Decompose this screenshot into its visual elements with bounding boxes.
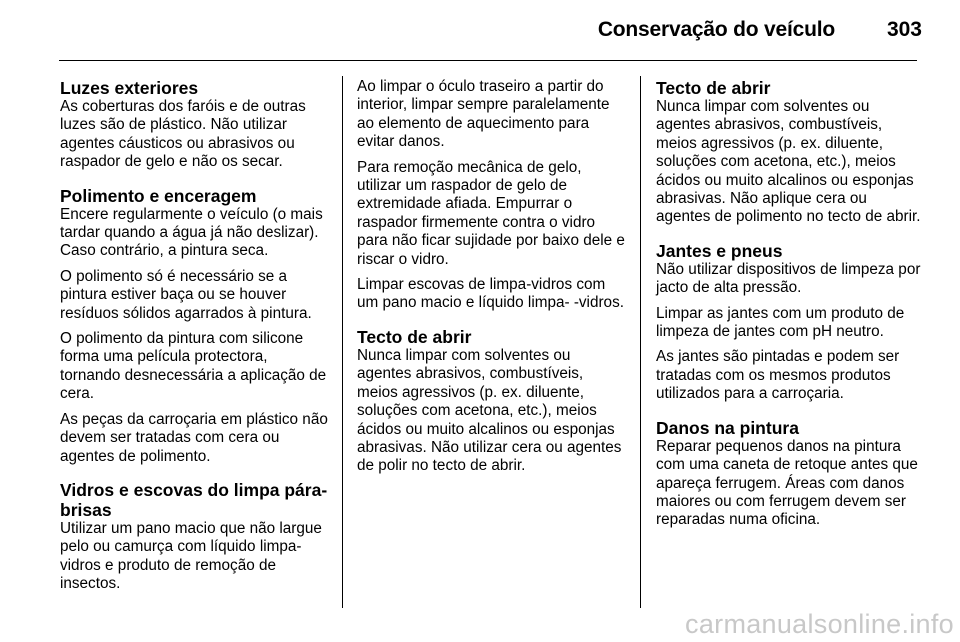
paragraph: As coberturas dos faróis e de outras luzes são de plástico. Não utilizar agentes cáusticos ou abrasivos ou raspador de gelo e não os secar. bbox=[60, 98, 306, 171]
column-divider bbox=[640, 76, 641, 608]
paragraph: Limpar escovas de limpa-vidros com um pano macio e líquido limpa- -vidros. bbox=[357, 276, 624, 312]
section-heading: Danos na pintura bbox=[656, 417, 799, 438]
paragraph: Nunca limpar com solventes ou agentes abrasivos, combustíveis, meios agressivos (p. ex. diluente, soluções com acetona, etc.), meios ácidos ou muito alcalinos ou esponjas abrasivas. Não utilizar cera ou agentes de polir no tecto de abrir. bbox=[357, 346, 622, 475]
paragraph: Para remoção mecânica de gelo, utilizar um raspador de gelo de extremidade afiada. Empurrar o raspador firmemente contra o vidro para não ficar sujidade por baixo dele e riscar o vidro. bbox=[357, 158, 625, 268]
header-rule bbox=[59, 60, 917, 61]
section-jantes-pneus bbox=[656, 241, 924, 404]
section-tecto-de-abrir bbox=[656, 78, 924, 227]
section-vidros-escovas bbox=[60, 480, 328, 594]
paragraph: As peças da carroçaria em plástico não devem ser tratadas com cera ou agentes de polimento. bbox=[60, 410, 328, 465]
section-heading: Jantes e pneus bbox=[656, 240, 783, 261]
page-number: 303 bbox=[886, 18, 922, 41]
paragraph: Nunca limpar com solventes ou agentes abrasivos, combustíveis, meios agressivos (p. ex. diluente, soluções com acetona, etc.), meios ácidos ou muito alcalinos ou esponjas abrasivas. Não aplique cera ou agentes de polimento no tecto de abrir. bbox=[656, 98, 921, 226]
section-heading: Vidros e escovas do limpa pára-brisas bbox=[60, 479, 328, 520]
paragraph: Reparar pequenos danos na pintura com uma caneta de retoque antes que apareça ferrugem. Áreas com danos maiores ou com ferrugem devem ser reparadas numa oficina. bbox=[656, 437, 918, 529]
section-heading: Luzes exteriores bbox=[60, 78, 199, 98]
section-danos-pintura bbox=[656, 418, 924, 530]
column-3 bbox=[656, 78, 924, 544]
paragraph: Ao limpar o óculo traseiro a partir do interior, limpar sempre paralelamente ao elemento de aquecimento para evitar danos. bbox=[357, 78, 610, 151]
paragraph: As jantes são pintadas e podem ser tratadas com os mesmos produtos utilizados para a carroçaria. bbox=[656, 348, 900, 403]
column-divider bbox=[342, 76, 343, 608]
page-header-title: Conservação do veículo bbox=[597, 18, 835, 41]
section-heading: Tecto de abrir bbox=[357, 326, 472, 347]
section-luzes-exteriores bbox=[60, 78, 328, 172]
paragraph: O polimento da pintura com silicone forma uma película protectora, tornando desnecessária a aplicação de cera. bbox=[60, 330, 327, 403]
column-1 bbox=[60, 78, 328, 608]
paragraph: O polimento só é necessário se a pintura estiver baça ou se houver resíduos sólidos agarrados à pintura. bbox=[60, 267, 312, 322]
paragraph: Não utilizar dispositivos de limpeza por jacto de alta pressão. bbox=[656, 260, 921, 297]
paragraph: Utilizar um pano macio que não largue pelo ou camurça com líquido limpa-vidros e produto de remoção de insectos. bbox=[60, 519, 322, 593]
watermark: carmanualsonline.info bbox=[685, 609, 954, 639]
section-heading: Tecto de abrir bbox=[656, 78, 771, 98]
section-polimento-enceragem bbox=[60, 186, 328, 466]
section-heading: Polimento e enceragem bbox=[60, 185, 257, 206]
paragraph: Limpar as jantes com um produto de limpeza de jantes com pH neutro. bbox=[656, 304, 905, 341]
section-continuation bbox=[357, 78, 625, 313]
paragraph: Encere regularmente o veículo (o mais tardar quando a água já não deslizar). Caso contrário, a pintura seca. bbox=[60, 205, 323, 260]
section-tecto-de-abrir bbox=[357, 327, 625, 476]
column-2 bbox=[357, 78, 625, 490]
